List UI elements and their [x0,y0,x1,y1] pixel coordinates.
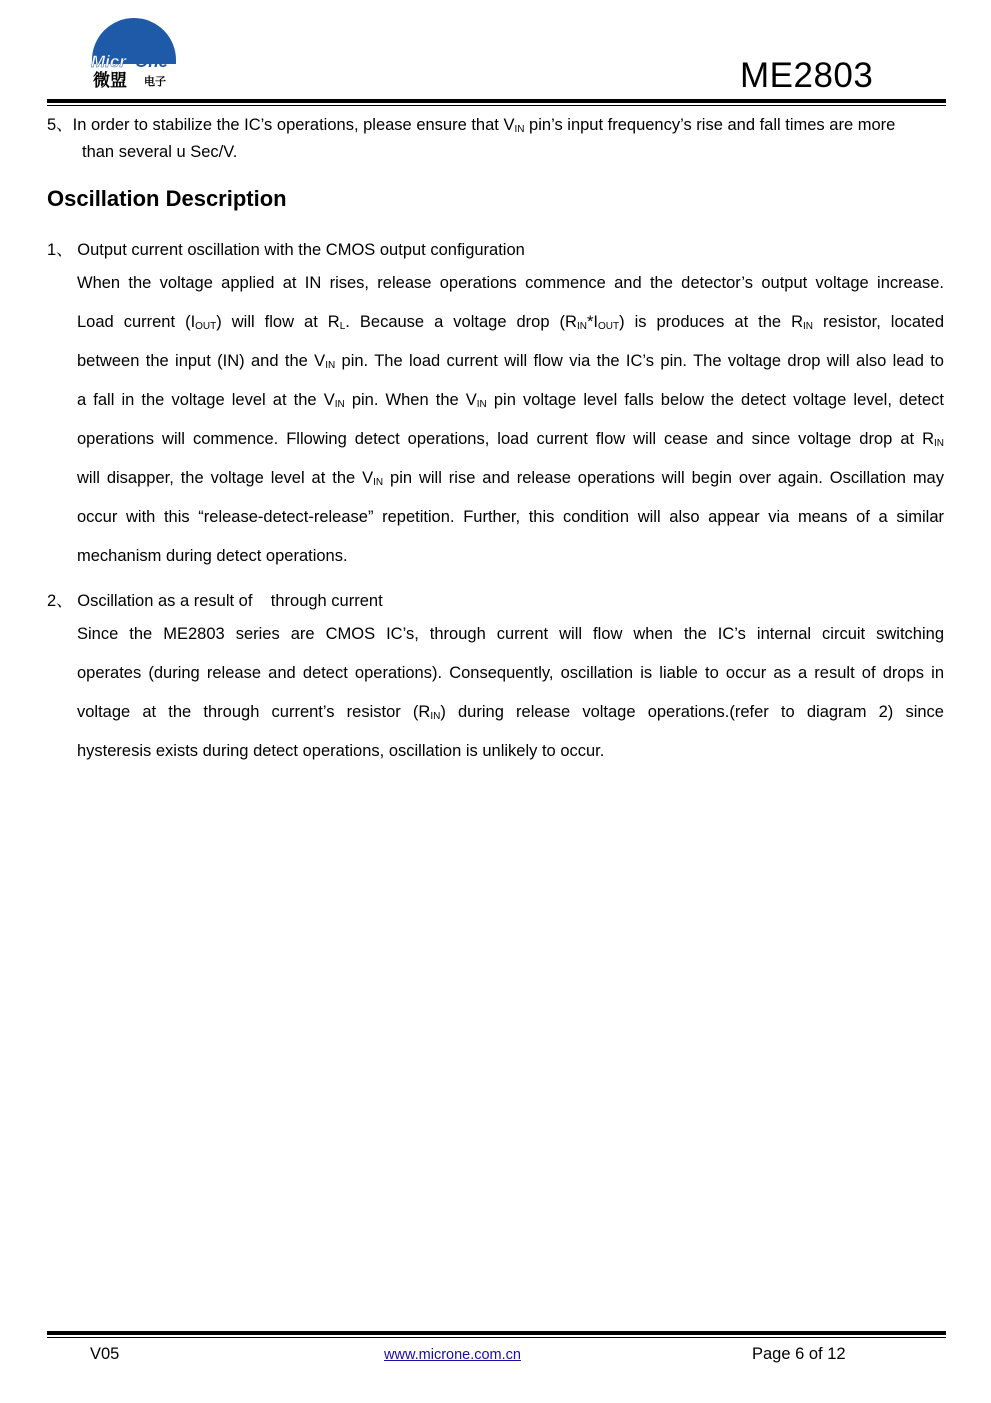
item-2-line-2: operates (during release and detect operations). Consequently, oscillation is liable to occur as a result of drops in [77,664,944,682]
footer-page-number: Page 6 of 12 [752,1345,846,1363]
svg-text:Micr: Micr [91,52,126,71]
note-5-line-1: 5、In order to stabilize the IC’s operations, please ensure that $V_{IN}$ pin’s input frequency’s rise and fall times are more [47,116,896,135]
footer-rule-thin [47,1337,946,1338]
item-1-line-8: mechanism during detect operations. [77,547,348,565]
item-1-line-2: Load current $(I_{OUT})$ will flow at $R_L$. Because a voltage drop $(R_{IN}*I_{OUT})$ is produces at the $R_{IN}$ resistor, located [77,313,945,332]
section-title: Oscillation Description [47,186,287,211]
item-1-heading: 1、 Output current oscillation with the CMOS output configuration [47,241,525,259]
header-rule-thick [47,99,946,103]
item-1-line-5: operations will commence. Fllowing detect operations, load current flow will cease and since voltage drop at $R_{IN}$ [77,430,944,449]
footer-website-link[interactable]: www.microne.com.cn [384,1347,521,1363]
part-number: ME2803 [740,56,874,95]
item-2-line-3: voltage at the through current’s resistor $(R_{IN})$ during release voltage operations.(refer to diagram 2) since [77,703,944,722]
svg-text:电子: 电子 [144,75,166,88]
item-1-line-1: When the voltage applied at IN rises, release operations commence and the detector’s output voltage increase. [77,274,944,292]
item-2-line-1: Since the ME2803 series are CMOS IC’s, through current will flow when the IC’s internal circuit switching [77,625,944,643]
svg-text:微盟: 微盟 [93,71,127,90]
header-rule-thin [47,105,946,106]
item-1-line-3: between the input (IN) and the $V_{IN}$ pin. The load current will flow via the IC’s pin. The voltage drop will also lead to [77,352,944,371]
item-2-heading: 2、 Oscillation as a result of through current [47,592,383,610]
footer-rule-thick [47,1331,946,1335]
item-1-line-4: a fall in the voltage level at the $V_{IN}$ pin. When the $V_{IN}$ pin voltage level falls below the detect voltage level, detect [77,391,944,410]
item-1-line-7: occur with this “release-detect-release” repetition. Further, this condition will also appear via means of a similar [77,508,944,526]
company-logo [88,12,180,90]
item-2-line-4: hysteresis exists during detect operations, oscillation is unlikely to occur. [77,742,605,760]
footer-version: V05 [90,1345,120,1363]
microne-logo-icon [88,12,180,90]
svg-text:One: One [135,52,169,71]
note-5-line-2: than several u Sec/V. [82,143,238,161]
item-1-line-6: will disapper, the voltage level at the $V_{IN}$ pin will rise and release operations will begin over again. Oscillation may [77,469,944,488]
